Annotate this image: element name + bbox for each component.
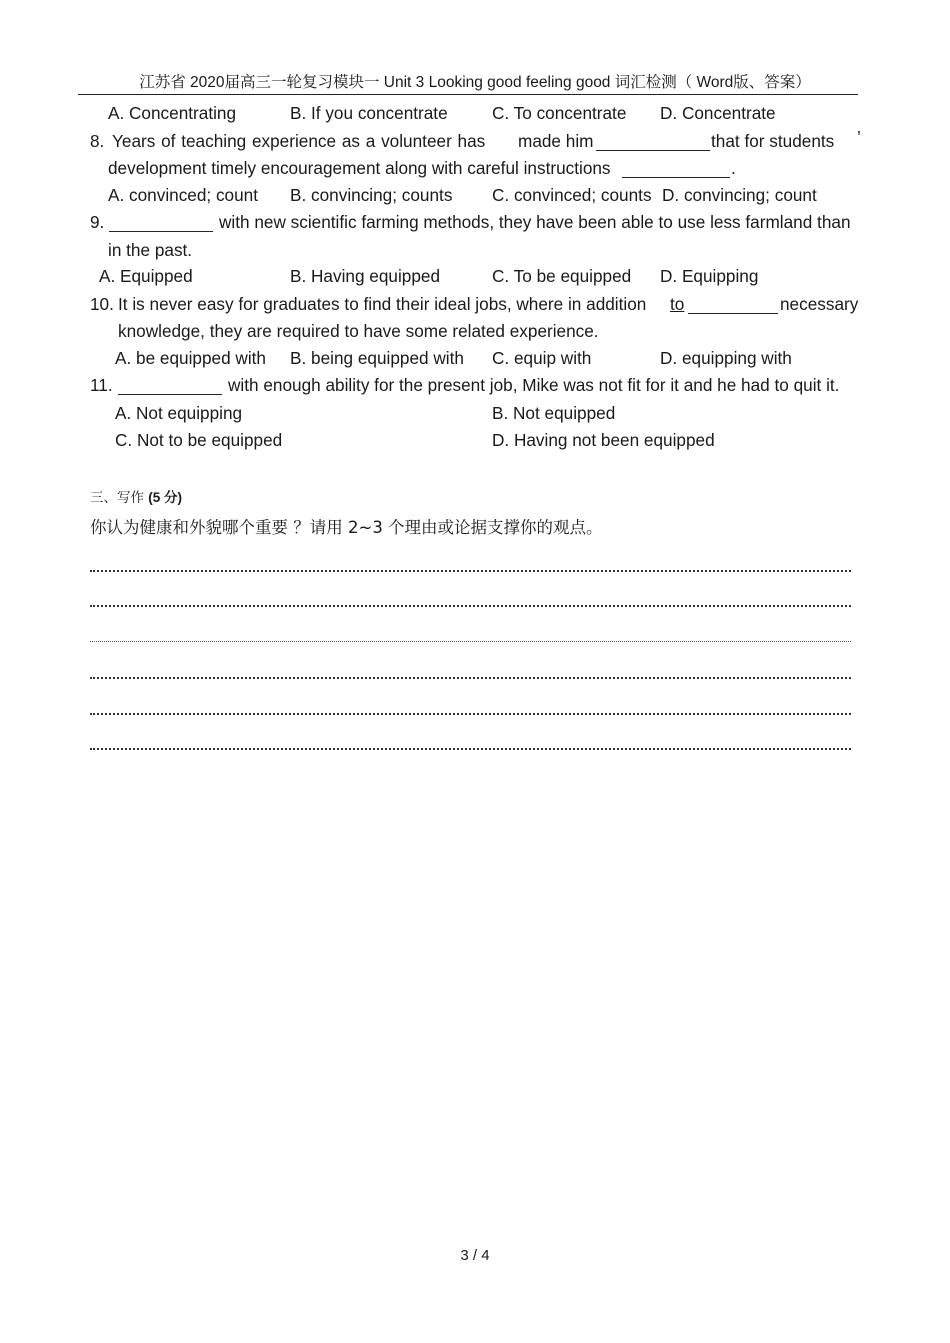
q9-number: 9.	[90, 212, 105, 232]
q8-option-c: C. convinced; counts	[492, 185, 652, 205]
q10-number: 10.	[90, 294, 114, 314]
q8-apostrophe: ’	[857, 127, 861, 147]
q9-option-c: C. To be equipped	[492, 266, 632, 286]
q8-blank-2	[622, 160, 730, 178]
q11-option-d: D. Having not been equipped	[492, 430, 715, 450]
q11-stem-line1: with enough ability for the present job, Mike was not fit for it and he had to quit it.	[228, 375, 840, 395]
q8-stem-line2-a: development timely encouragement along with careful instructions	[108, 158, 611, 178]
q8-stem-line1-c: that for students	[711, 131, 835, 151]
answer-line-4	[90, 677, 851, 679]
page-number: 3 / 4	[460, 1247, 490, 1264]
answer-line-2	[90, 605, 851, 607]
header-rule	[78, 94, 858, 95]
writing-section-label: 三、写作	[90, 490, 144, 506]
q8-option-b: B. convincing; counts	[290, 185, 453, 205]
q10-blank	[688, 296, 778, 314]
q11-blank	[118, 377, 222, 395]
q8-stem-line1-a: Years of teaching experience as a volunteer has	[112, 131, 486, 151]
document-header-title: 江苏省 2020届高三一轮复习模块一 Unit 3 Looking good feeling good 词汇检测（ Word版、答案）	[139, 74, 811, 91]
q8-option-d: D. convincing; count	[662, 185, 817, 205]
q7-option-c: C. To concentrate	[492, 103, 627, 123]
q10-stem-line1-b: necessary	[780, 294, 859, 314]
q10-option-a: A. be equipped with	[115, 348, 266, 368]
q11-option-c: C. Not to be equipped	[115, 430, 283, 450]
writing-score: (5 分)	[148, 490, 183, 505]
q10-stem-line2: knowledge, they are required to have some related experience.	[118, 321, 599, 341]
q10-option-c: C. equip with	[492, 348, 592, 368]
q8-blank-1	[596, 133, 710, 151]
answer-line-5	[90, 713, 851, 715]
q8-stem-line2-b: .	[731, 158, 736, 178]
q8-option-a: A. convinced; count	[108, 185, 259, 205]
q11-option-a: A. Not equipping	[115, 403, 243, 423]
q10-option-b: B. being equipped with	[290, 348, 464, 368]
q7-option-d: D. Concentrate	[660, 103, 776, 123]
writing-prompt: 你认为健康和外貌哪个重要 ？请用 2~3 个理由或论据支撑你的观点。	[90, 518, 603, 537]
q11-number: 11.	[90, 375, 113, 395]
q9-blank	[109, 214, 213, 232]
answer-line-6	[90, 748, 851, 750]
answer-line-1	[90, 570, 851, 572]
q9-option-a: A. Equipped	[99, 266, 193, 286]
q9-option-b: B. Having equipped	[290, 266, 441, 286]
q7-option-a: A. Concentrating	[108, 103, 237, 123]
q9-stem-line2: in the past.	[108, 240, 193, 260]
q9-stem-line1: with new scientific farming methods, they have been able to use less farmland than	[219, 212, 851, 232]
writing-section-heading	[90, 486, 182, 506]
q8-stem-line1-b: made him	[518, 131, 594, 151]
q8-number: 8.	[90, 131, 105, 151]
q9-option-d: D. Equipping	[660, 266, 759, 286]
answer-line-3	[90, 641, 851, 642]
q10-stem-line1-a: It is never easy for graduates to find their ideal jobs, where in addition	[118, 294, 647, 314]
q10-stem-to: to	[670, 294, 685, 314]
q11-option-b: B. Not equipped	[492, 403, 616, 423]
q10-option-d: D. equipping with	[660, 348, 792, 368]
q7-option-b: B. If you concentrate	[290, 103, 448, 123]
